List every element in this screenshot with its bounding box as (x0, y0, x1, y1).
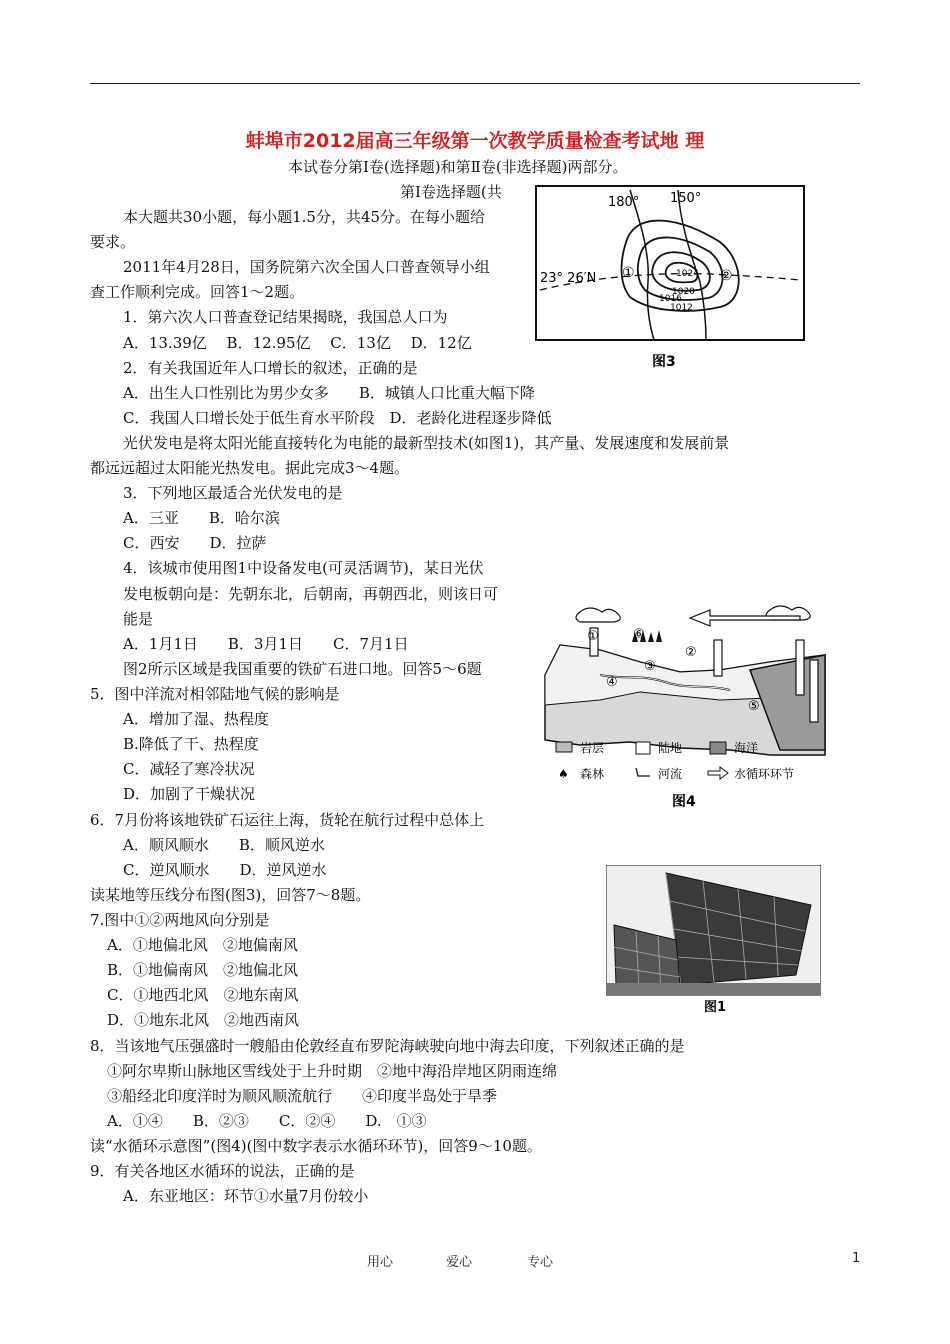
fig4-marker-5: ⑤ (748, 699, 760, 714)
page-title: 蚌埠市2012届高三年级第一次教学质量检查考试地 理 (245, 130, 705, 152)
fig3-isobar-1024: 1024 (676, 269, 699, 279)
q4-options: A．1月1日 B．3月1日 C．7月1日 (123, 635, 409, 653)
fig3-lon-right: 150° (670, 191, 702, 206)
q5-option-d: D．加剧了干燥状况 (123, 785, 256, 803)
pv-line-1: 光伏发电是将太阳光能直接转化为电能的最新型技术(如图1)，其产量、发展速度和发展前景 (123, 434, 730, 452)
fig3-marker-1: ① (622, 265, 635, 281)
q5-option-a: A．增加了湿、热程度 (123, 710, 269, 728)
q6-options-cd: C．逆风顺水 D．逆风逆水 (123, 861, 327, 879)
q7-option-c: C．①地西北风 ②地东南风 (107, 986, 299, 1004)
q6-options-ab: A．顺风顺水 B．顺风逆水 (123, 836, 325, 854)
section-heading: 第Ⅰ卷选择题(共 (400, 183, 502, 201)
fig3-lead: 读某地等压线分布图(图3)，回答7～8题。 (90, 886, 371, 904)
q8-options: A．①④ B．②③ C．②④ D. ①③ (107, 1112, 427, 1130)
fig4-legend-ocean: 海洋 (734, 741, 759, 755)
q7-stem: 7.图中①②两地风向分别是 (90, 911, 270, 929)
q4-stem-3: 能是 (123, 610, 154, 628)
q7-option-d: D．①地东北风 ②地西南风 (107, 1011, 300, 1029)
q3-options-cd: C．西安 D．拉萨 (123, 534, 267, 552)
fig4-legend-cycle: 水循环环节 (734, 767, 795, 781)
fig4-caption: 图4 (672, 794, 696, 810)
figure-3-isobar-map (530, 182, 810, 374)
header-rule (90, 83, 860, 84)
q8-statements-1: ①阿尔卑斯山脉地区雪线处于上升时期 ②地中海沿岸地区阴雨连绵 (107, 1062, 558, 1080)
q7-option-b: B．①地偏南风 ②地偏北风 (107, 961, 299, 979)
q4-stem-2: 发电板朝向是：先朝东北，后朝南，再朝西北，则该日可 (123, 585, 499, 603)
fig3-isobar-1016: 1016 (659, 294, 682, 304)
q2-stem: 2．有关我国近年人口增长的叙述，正确的是 (123, 359, 418, 377)
q5-option-c: C．减轻了寒冷状况 (123, 760, 255, 778)
fig4-legend-rock: 岩层 (580, 741, 605, 755)
fig4-legend-river: 河流 (658, 767, 683, 781)
fig4-marker-2: ② (685, 645, 697, 660)
fig4-marker-6: ⑥ (633, 627, 645, 642)
q7-option-a: A．①地偏北风 ②地偏南风 (107, 936, 298, 954)
q6-stem: 6．7月份将该地铁矿石运往上海，货轮在航行过程中总体上 (90, 811, 485, 829)
subtitle: 本试卷分第Ⅰ卷(选择题)和第Ⅱ卷(非选择题)两部分。 (288, 158, 628, 176)
q9-stem: 9．有关各地区水循环的说法，正确的是 (90, 1162, 355, 1180)
q2-options-cd: C．我国人口增长处于低生育水平阶段 D．老龄化进程逐步降低 (123, 409, 552, 427)
fig4-legend-forest-icon: ♠ (558, 767, 569, 781)
pv-line-2: 都远远超过太阳能光热发电。据此完成3～4题。 (90, 459, 410, 477)
fig4-legend-land: 陆地 (658, 741, 683, 755)
census-line-1: 2011年4月28日，国务院第六次全国人口普查领导小组 (123, 258, 490, 276)
fig4-marker-3: ③ (644, 659, 656, 674)
fig4-marker-4: ④ (606, 675, 618, 690)
q5-stem: 5．图中洋流对相邻陆地气候的影响是 (90, 685, 340, 703)
fig3-isobar-1012: 1012 (670, 303, 693, 313)
q2-options-ab: A．出生人口性别比为男少女多 B．城镇人口比重大幅下降 (123, 384, 535, 402)
census-line-2: 查工作顺利完成。回答1～2题。 (90, 283, 305, 301)
footer-word-2: 爱心 (446, 1255, 473, 1270)
q3-stem: 3．下列地区最适合光伏发电的是 (123, 484, 343, 502)
fig1-caption: 图1 (704, 1000, 727, 1015)
fig3-caption: 图3 (652, 354, 676, 370)
q9-option-a: A．东亚地区：环节①水量7月份较小 (123, 1187, 369, 1205)
q1-stem: 1．第六次人口普查登记结果揭晓，我国总人口为 (123, 308, 448, 326)
q8-stem: 8．当该地气压强盛时一艘船由伦敦经直布罗陀海峡驶向地中海去印度，下列叙述正确的是 (90, 1037, 685, 1055)
figure-4-water-cycle (540, 600, 830, 820)
fig2-lead: 图2所示区域是我国重要的铁矿石进口地。回答5～6题 (123, 660, 482, 678)
fig3-marker-2: ② (720, 268, 733, 284)
fig4-marker-1: ① (587, 629, 599, 644)
footer-word-3: 专心 (527, 1255, 554, 1270)
page-number: 1 (852, 1251, 861, 1266)
fig4-lead: 读“水循环示意图”(图4)(图中数字表示水循环环节)，回答9～10题。 (90, 1137, 542, 1155)
fig3-lat-label: 23° 26′N (540, 271, 597, 286)
fig3-lon-left: 180° (608, 195, 640, 210)
intro-line-1: 本大题共30小题，每小题1.5分，共45分。在每小题给 (123, 208, 486, 226)
fig3-isobar-1020: 1020 (672, 287, 695, 297)
q8-statements-2: ③船经北印度洋时为顺风顺流航行 ④印度半岛处于旱季 (107, 1087, 498, 1105)
figure-1-solar-panels (606, 865, 821, 1015)
q3-options-ab: A．三亚 B．哈尔滨 (123, 509, 280, 527)
q1-options: A．13.39亿 B．12.95亿 C．13亿 D．12亿 (123, 334, 472, 352)
intro-line-2: 要求。 (90, 233, 136, 251)
fig4-legend-forest: 森林 (580, 767, 605, 781)
footer-word-1: 用心 (367, 1255, 394, 1270)
q4-stem-1: 4．该城市使用图1中设备发电(可灵活调节)，某日光伏 (123, 559, 484, 577)
q5-option-b: B.降低了干、热程度 (123, 735, 259, 753)
